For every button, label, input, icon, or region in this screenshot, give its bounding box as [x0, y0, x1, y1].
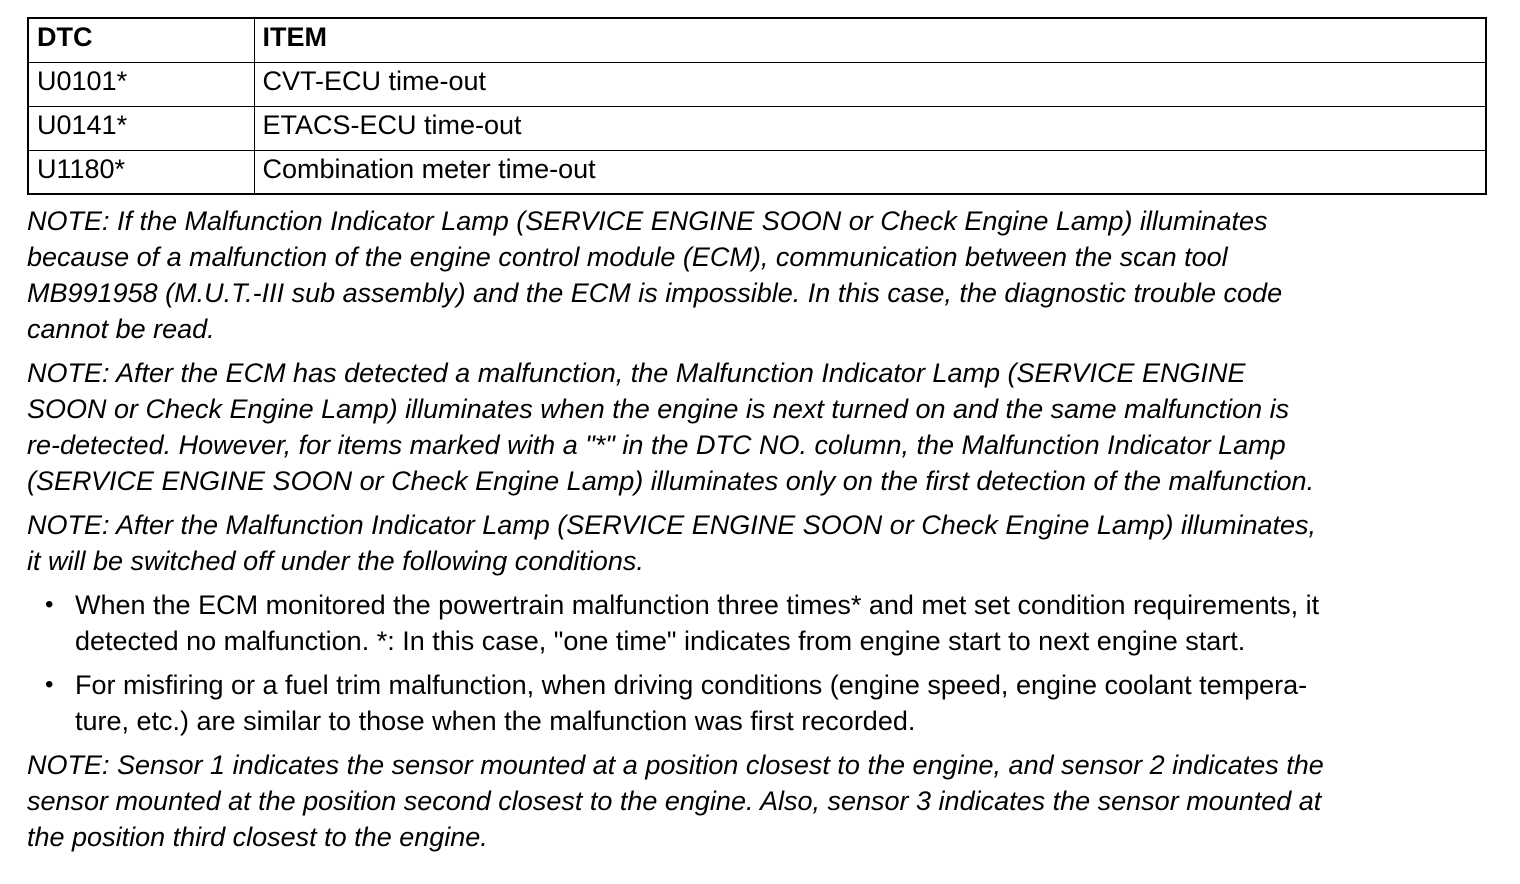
dtc-table	[27, 17, 1487, 195]
condition-line: For misfiring or a fuel trim malfunction, when driving conditions (engine speed, engine coolant tempera-	[75, 670, 1308, 700]
note-line: (SERVICE ENGINE SOON or Check Engine Lamp) illuminates only on the first detection of the malfunction.	[27, 466, 1315, 496]
condition-line: ture, etc.) are similar to those when the malfunction was first recorded.	[75, 706, 916, 736]
list-item	[27, 587, 1487, 659]
note-line: NOTE: After the ECM has detected a malfunction, the Malfunction Indicator Lamp (SERVICE ENGINE	[27, 358, 1246, 388]
list-item	[27, 667, 1487, 739]
dtc-code: U1180*	[28, 150, 254, 194]
note-line: NOTE: If the Malfunction Indicator Lamp (SERVICE ENGINE SOON or Check Engine Lamp) illuminates	[27, 206, 1268, 236]
note-line: it will be switched off under the following conditions.	[27, 546, 644, 576]
note-sensor-positions	[27, 747, 1487, 855]
note-line: the position third closest to the engine.	[27, 822, 488, 852]
dtc-code: U0141*	[28, 106, 254, 150]
note-line: NOTE: Sensor 1 indicates the sensor mounted at a position closest to the engine, and sensor 2 indicates the	[27, 750, 1324, 780]
note-line: cannot be read.	[27, 314, 215, 344]
document-page	[27, 17, 1487, 855]
note-line: re-detected. However, for items marked with a "*" in the DTC NO. column, the Malfunction Indicator Lamp	[27, 430, 1286, 460]
note-mil-ecm-communication	[27, 203, 1487, 347]
condition-line: When the ECM monitored the powertrain malfunction three times* and met set condition requirements, it	[75, 590, 1320, 620]
note-line: because of a malfunction of the engine control module (ECM), communication between the scan tool	[27, 242, 1228, 272]
note-line: MB991958 (M.U.T.-III sub assembly) and the ECM is impossible. In this case, the diagnostic trouble code	[27, 278, 1283, 308]
header-item: ITEM	[254, 18, 1486, 62]
note-mil-redetection	[27, 355, 1487, 499]
note-line: NOTE: After the Malfunction Indicator Lamp (SERVICE ENGINE SOON or Check Engine Lamp) illuminates,	[27, 510, 1316, 540]
dtc-code: U0101*	[28, 62, 254, 106]
bullet-icon: •	[45, 591, 54, 618]
table-row	[28, 62, 1486, 106]
table-row	[28, 150, 1486, 194]
dtc-item: Combination meter time-out	[254, 150, 1486, 194]
bullet-icon: •	[45, 671, 54, 698]
header-dtc: DTC	[28, 18, 254, 62]
condition-line: detected no malfunction. *: In this case, "one time" indicates from engine start to next engine start.	[75, 626, 1246, 656]
switch-off-conditions-list	[27, 587, 1487, 739]
dtc-item: CVT-ECU time-out	[254, 62, 1486, 106]
note-mil-switch-off	[27, 507, 1487, 579]
table-header-row	[28, 18, 1486, 62]
note-line: sensor mounted at the position second closest to the engine. Also, sensor 3 indicates the sensor mounted at	[27, 786, 1322, 816]
table-row	[28, 106, 1486, 150]
dtc-item: ETACS-ECU time-out	[254, 106, 1486, 150]
note-line: SOON or Check Engine Lamp) illuminates when the engine is next turned on and the same malfunction is	[27, 394, 1290, 424]
